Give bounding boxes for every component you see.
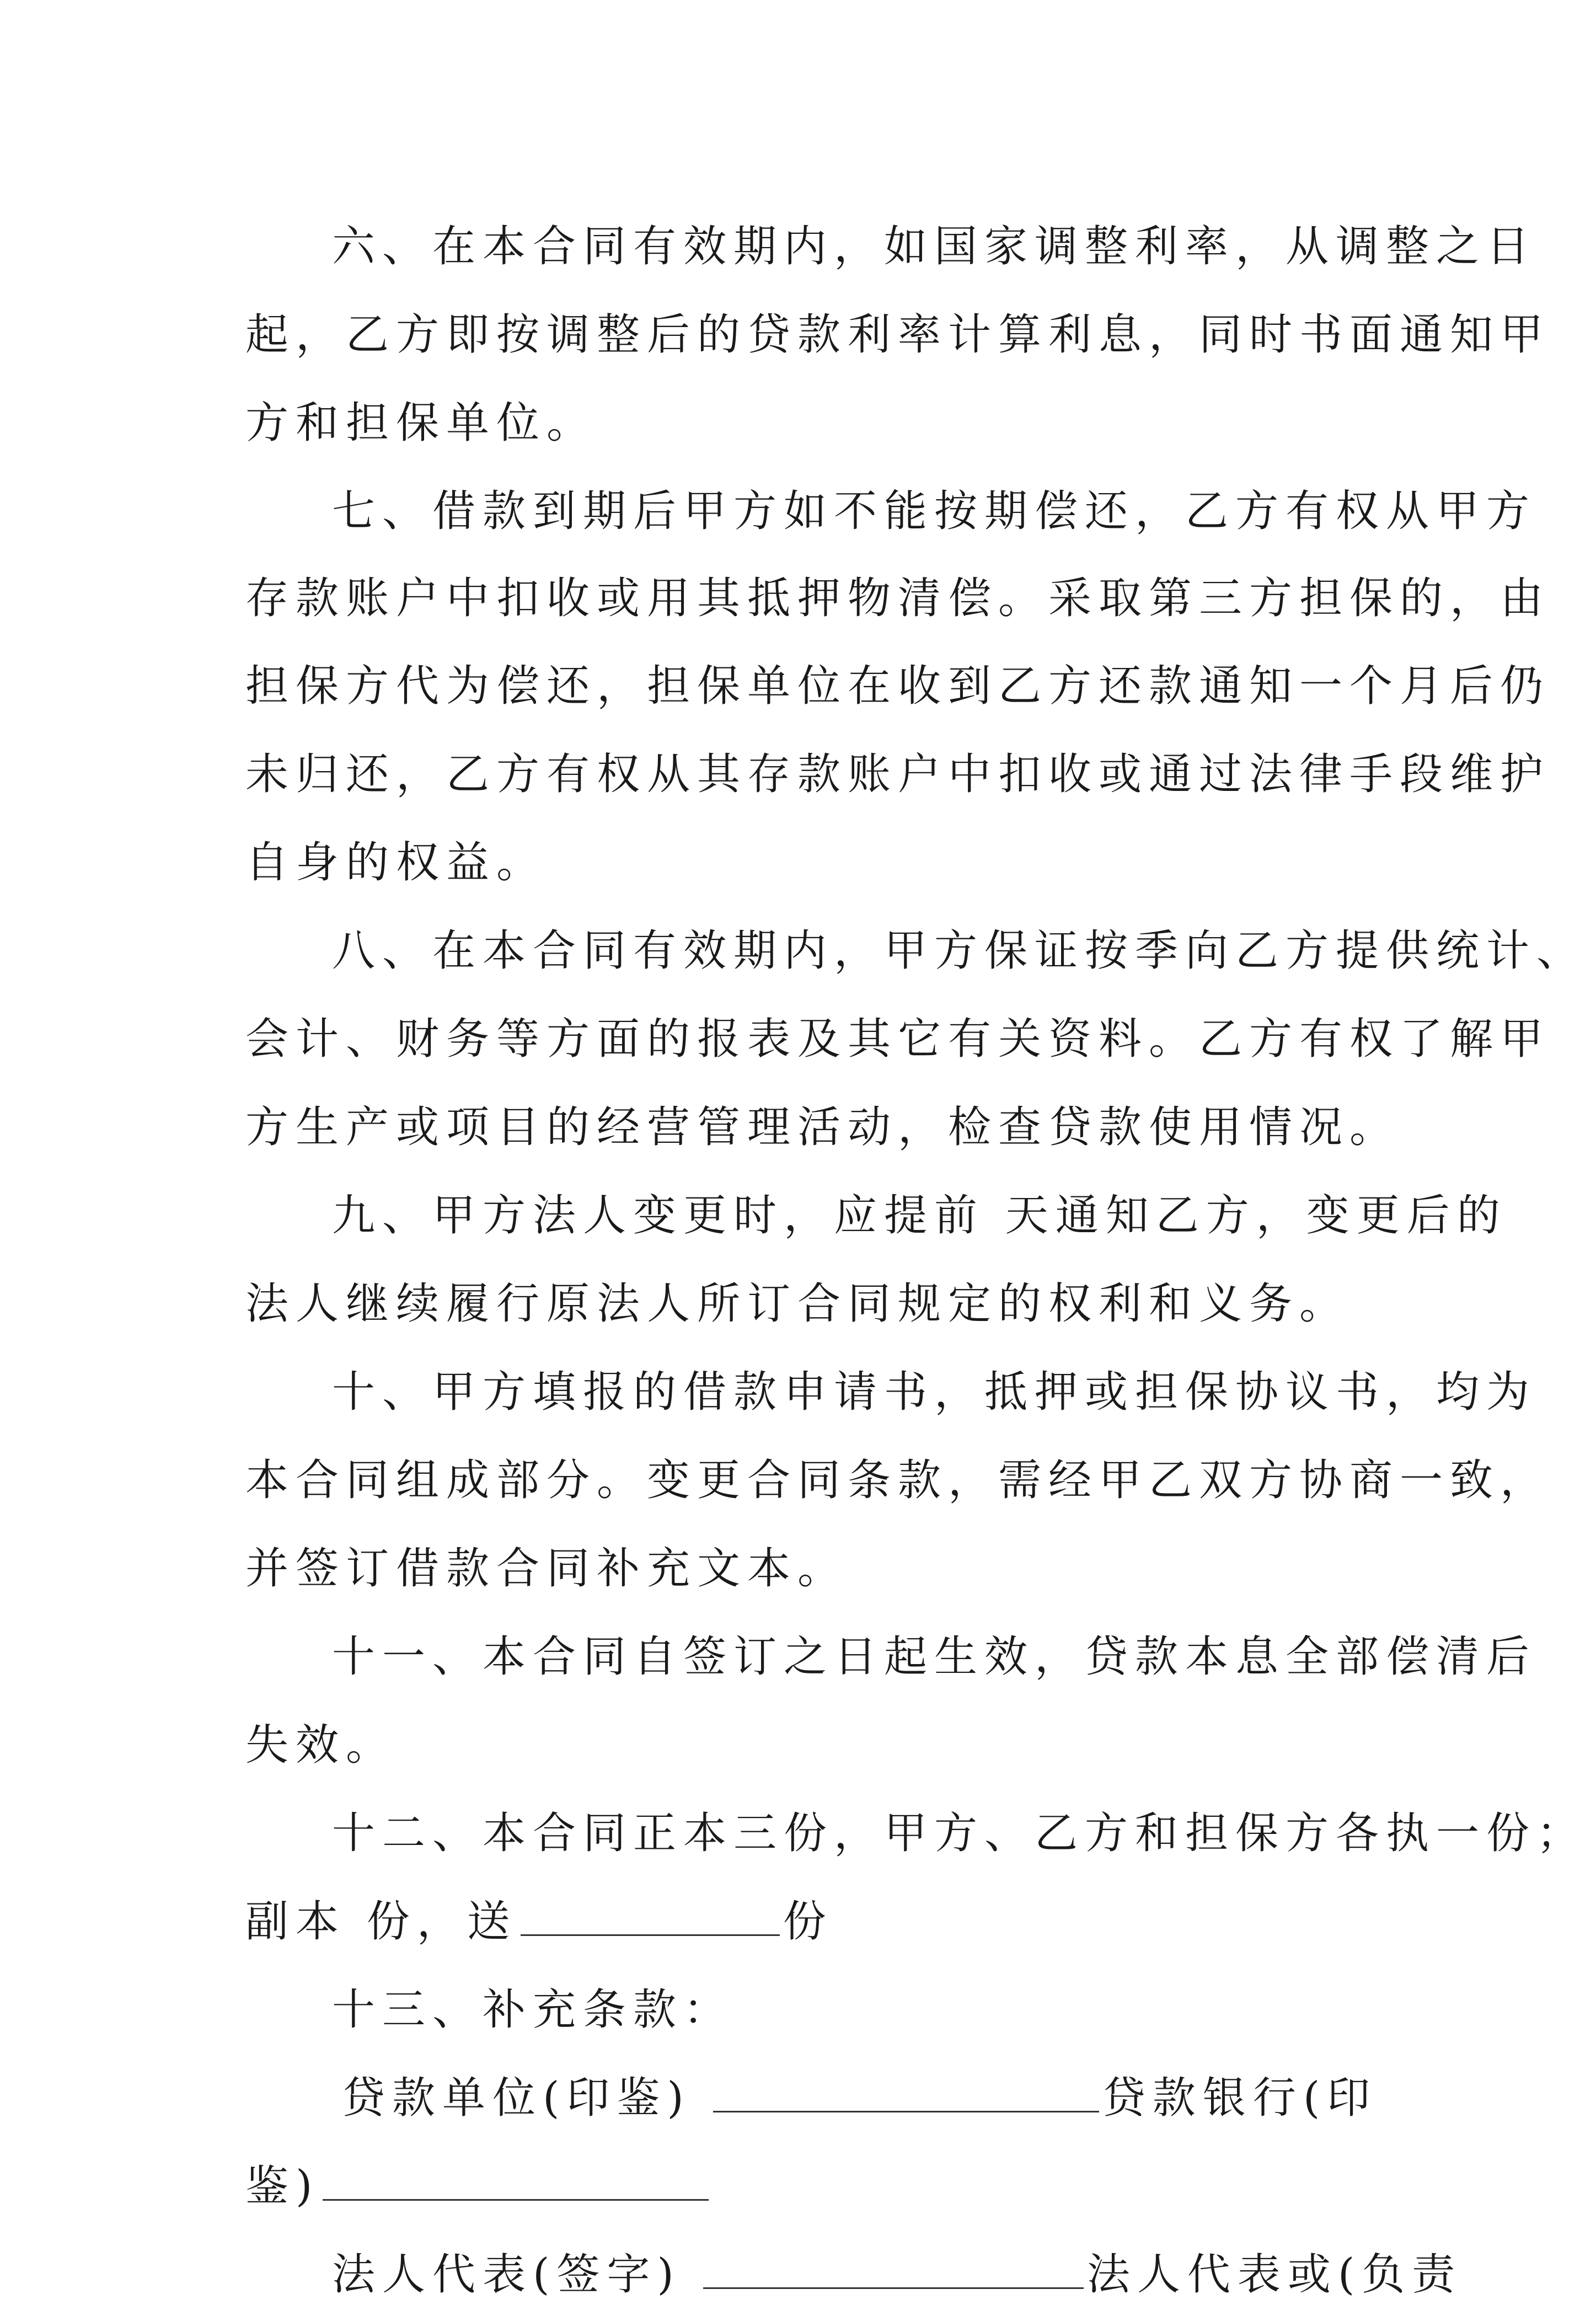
copies-text-b: 份 (783, 1897, 833, 1946)
clause-7-line-4: 未归还，乙方有权从其存款账户中扣收或通过法律手段维护 (245, 750, 1551, 799)
clause-10-line-3: 并签订借款合同补充文本。 (245, 1544, 848, 1593)
borrower-rep-blank[interactable] (703, 2251, 1084, 2289)
clause-7-line-1: 七、借款到期后甲方如不能按期偿还，乙方有权从甲方 (332, 486, 1537, 536)
clause-8-line-3: 方生产或项目的经营管理活动，检查贷款使用情况。 (245, 1103, 1400, 1152)
bank-seal-label: 贷款银行(印 (1102, 2073, 1378, 2123)
clause-9-line-1: 九、甲方法人变更时，应提前 天通知乙方，变更后的 (332, 1191, 1507, 1240)
clause-10-line-1: 十、甲方填报的借款申请书，抵押或担保协议书，均为 (332, 1367, 1537, 1417)
clause-12-line-1: 十二、本合同正本三份，甲方、乙方和担保方各执一份； (332, 1809, 1587, 1858)
clause-13-heading: 十三、补充条款： (332, 1985, 734, 2035)
bank-seal-blank[interactable] (323, 2163, 709, 2201)
clause-7-line-2: 存款账户中扣收或用其抵押物清偿。采取第三方担保的，由 (245, 574, 1551, 623)
clause-6-line-2: 起，乙方即按调整后的贷款利率计算利息，同时书面通知甲 (245, 310, 1551, 360)
borrower-seal-blank[interactable] (713, 2074, 1099, 2112)
clause-8-line-1: 八、在本合同有效期内，甲方保证按季向乙方提供统计、 (332, 926, 1587, 976)
clause-9-line-2: 法人继续履行原法人所订合同规定的权利和义务。 (245, 1279, 1350, 1329)
copies-text-a: 副本 份，送 (245, 1897, 517, 1946)
bank-rep-label: 法人代表或(负责 (1086, 2250, 1463, 2299)
clause-10-line-2: 本合同组成部分。变更合同条款，需经甲乙双方协商一致， (245, 1456, 1551, 1505)
clause-7-line-5: 自身的权益。 (245, 838, 547, 887)
clause-7-line-3: 担保方代为偿还，担保单位在收到乙方还款通知一个月后仍 (245, 661, 1551, 711)
clause-8-line-2: 会计、财务等方面的报表及其它有关资料。乙方有权了解甲 (245, 1014, 1551, 1064)
clause-11-line-2: 失效。 (245, 1720, 397, 1770)
borrower-rep-label: 法人代表(签字) (332, 2250, 681, 2299)
bank-seal-label-cont: 鉴) (245, 2162, 320, 2211)
clause-11-line-1: 十一、本合同自签订之日起生效，贷款本息全部偿清后 (332, 1632, 1537, 1682)
clause-12-line-2 (245, 1880, 833, 1963)
copies-recipient-blank[interactable] (521, 1898, 780, 1936)
clause-6-line-3: 方和担保单位。 (245, 398, 597, 448)
borrower-seal-label: 贷款单位(印鉴) (342, 2073, 691, 2123)
clause-6-line-1: 六、在本合同有效期内，如国家调整利率，从调整之日 (332, 222, 1537, 271)
signature-line-1 (342, 2057, 1377, 2140)
signature-line-2 (245, 2145, 712, 2228)
signature-line-3 (332, 2233, 1462, 2316)
